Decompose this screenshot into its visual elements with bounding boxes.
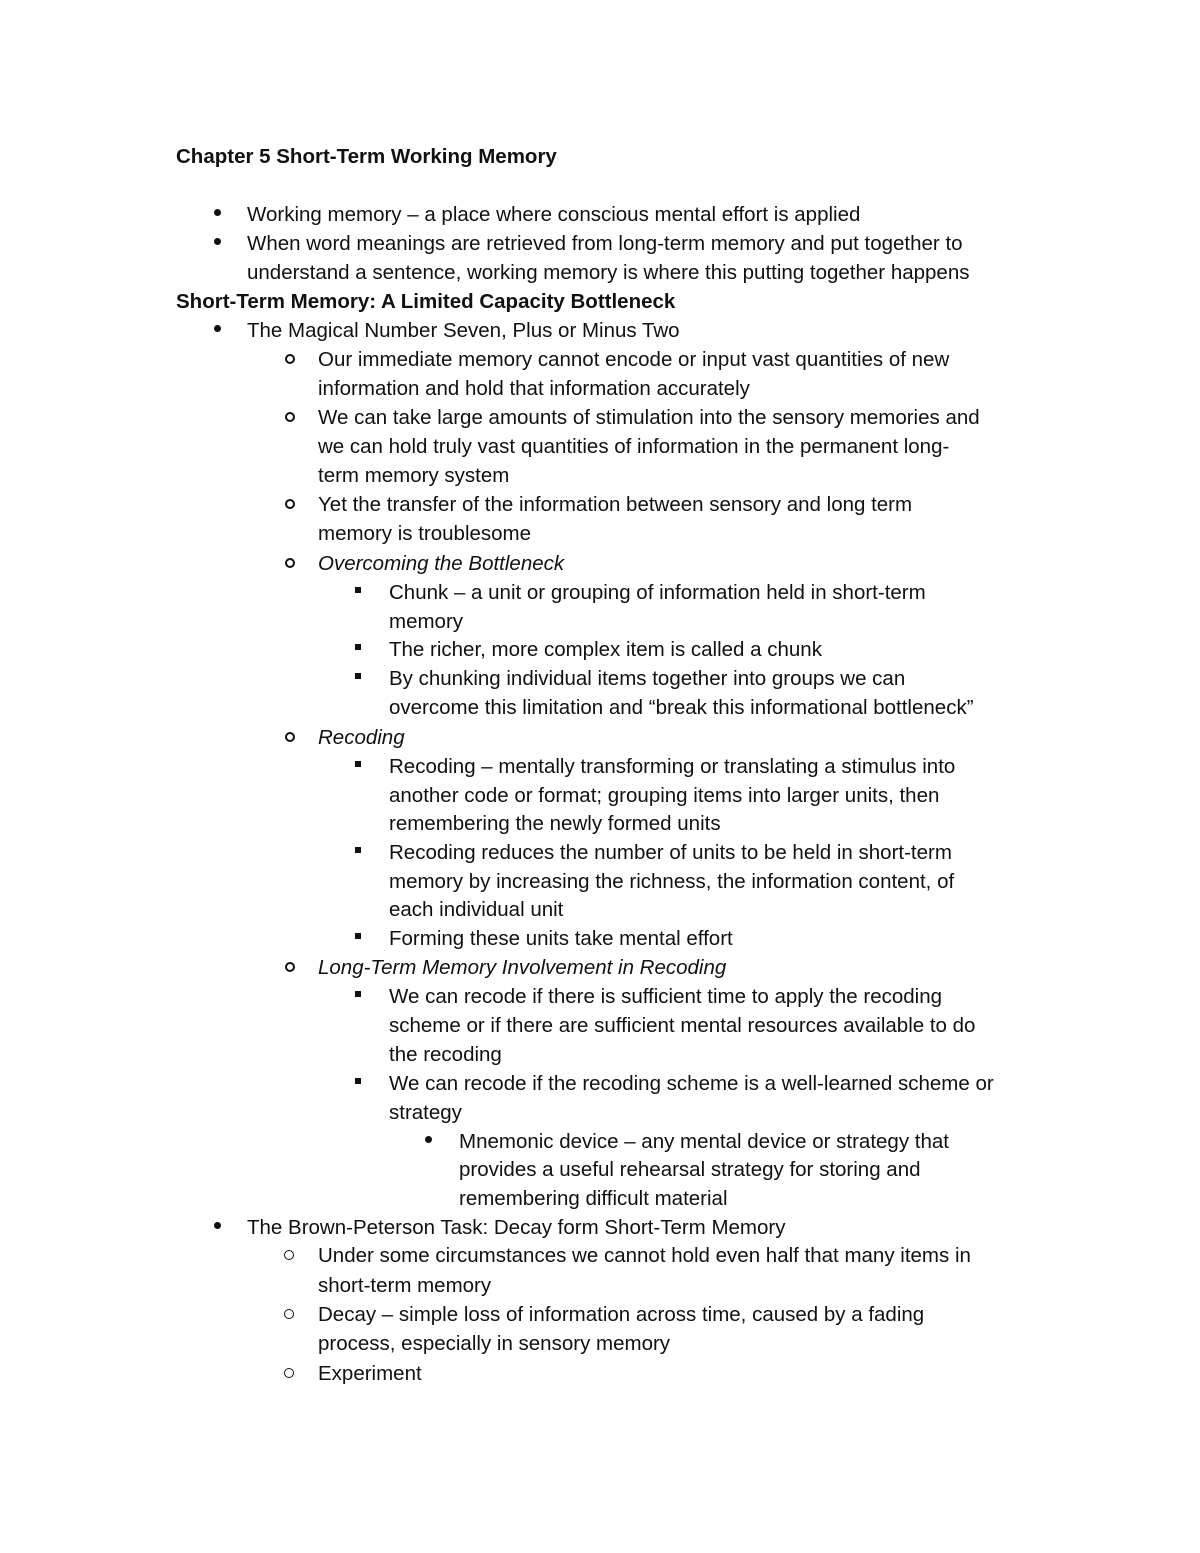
list-item-text: Yet the transfer of the information between sensory and long term	[318, 493, 913, 516]
list-item-text: short-term memory	[318, 1274, 492, 1297]
list-item-text: overcome this limitation and “break this informational bottleneck”	[389, 696, 974, 719]
list-item-text: strategy	[389, 1101, 462, 1124]
circle-bullet-icon	[285, 558, 295, 568]
list-item-text: we can hold truly vast quantities of information in the permanent long-	[318, 435, 950, 458]
list-item-text: Forming these units take mental effort	[389, 927, 733, 950]
subheading-italic: Recoding	[318, 726, 405, 749]
list-item-text: scheme or if there are sufficient mental resources available to do	[389, 1014, 976, 1037]
list-item-text: Our immediate memory cannot encode or input vast quantities of new	[318, 348, 950, 371]
bullet-icon	[214, 209, 221, 216]
list-item-text: remembering difficult material	[459, 1187, 728, 1210]
circle-bullet-icon	[285, 354, 295, 364]
circle-bullet-icon	[285, 962, 295, 972]
subheading-italic: Long-Term Memory Involvement in Recoding	[318, 956, 727, 979]
square-bullet-icon	[355, 933, 361, 939]
circle-bullet-icon	[285, 412, 295, 422]
circle-bullet-icon	[285, 732, 295, 742]
list-item-heading: The Brown-Peterson Task: Decay form Short-Term Memory	[247, 1216, 786, 1239]
bullet-icon	[425, 1136, 432, 1143]
square-bullet-icon	[355, 644, 361, 650]
square-bullet-icon	[355, 587, 361, 593]
list-item-text: The richer, more complex item is called a chunk	[389, 638, 822, 661]
list-item-text: Experiment	[318, 1362, 422, 1385]
list-item-text: Chunk – a unit or grouping of information held in short-term	[389, 581, 926, 604]
list-item-text: the recoding	[389, 1043, 502, 1066]
bullet-icon	[214, 325, 221, 332]
list-item-text: process, especially in sensory memory	[318, 1332, 671, 1355]
square-bullet-icon	[355, 761, 361, 767]
square-bullet-icon	[355, 673, 361, 679]
list-item-text: memory is troublesome	[318, 522, 532, 545]
page-title: Chapter 5 Short-Term Working Memory	[176, 145, 557, 168]
list-item-text: Decay – simple loss of information across time, caused by a fading	[318, 1303, 925, 1326]
list-item-text: provides a useful rehearsal strategy for storing and	[459, 1158, 921, 1181]
intro-line: Working memory – a place where conscious mental effort is applied	[247, 203, 861, 226]
circle-bullet-icon	[284, 1250, 294, 1260]
square-bullet-icon	[355, 991, 361, 997]
list-item-text: each individual unit	[389, 898, 564, 921]
list-item-text: Mnemonic device – any mental device or strategy that	[459, 1130, 949, 1153]
list-item-text: memory	[389, 610, 464, 633]
subheading-italic: Overcoming the Bottleneck	[318, 552, 565, 575]
list-item-text: another code or format; grouping items into larger units, then	[389, 784, 940, 807]
list-item-text: term memory system	[318, 464, 510, 487]
list-item-text: information and hold that information accurately	[318, 377, 750, 400]
circle-bullet-icon	[285, 499, 295, 509]
list-item-text: We can recode if the recoding scheme is a well-learned scheme or	[389, 1072, 994, 1095]
intro-line: understand a sentence, working memory is where this putting together happens	[247, 261, 970, 284]
list-item-text: Recoding reduces the number of units to be held in short-term	[389, 841, 952, 864]
list-item-heading: The Magical Number Seven, Plus or Minus Two	[247, 319, 680, 342]
bullet-icon	[214, 1222, 221, 1229]
circle-bullet-icon	[284, 1309, 294, 1319]
square-bullet-icon	[355, 847, 361, 853]
list-item-text: remembering the newly formed units	[389, 812, 721, 835]
intro-line: When word meanings are retrieved from long-term memory and put together to	[247, 232, 963, 255]
list-item-text: memory by increasing the richness, the information content, of	[389, 870, 955, 893]
circle-bullet-icon	[284, 1368, 294, 1378]
section-heading: Short-Term Memory: A Limited Capacity Bottleneck	[176, 290, 676, 313]
list-item-text: We can take large amounts of stimulation into the sensory memories and	[318, 406, 980, 429]
list-item-text: By chunking individual items together into groups we can	[389, 667, 906, 690]
list-item-text: We can recode if there is sufficient time to apply the recoding	[389, 985, 943, 1008]
square-bullet-icon	[355, 1078, 361, 1084]
list-item-text: Under some circumstances we cannot hold even half that many items in	[318, 1244, 971, 1267]
bullet-icon	[214, 238, 221, 245]
list-item-text: Recoding – mentally transforming or translating a stimulus into	[389, 755, 956, 778]
